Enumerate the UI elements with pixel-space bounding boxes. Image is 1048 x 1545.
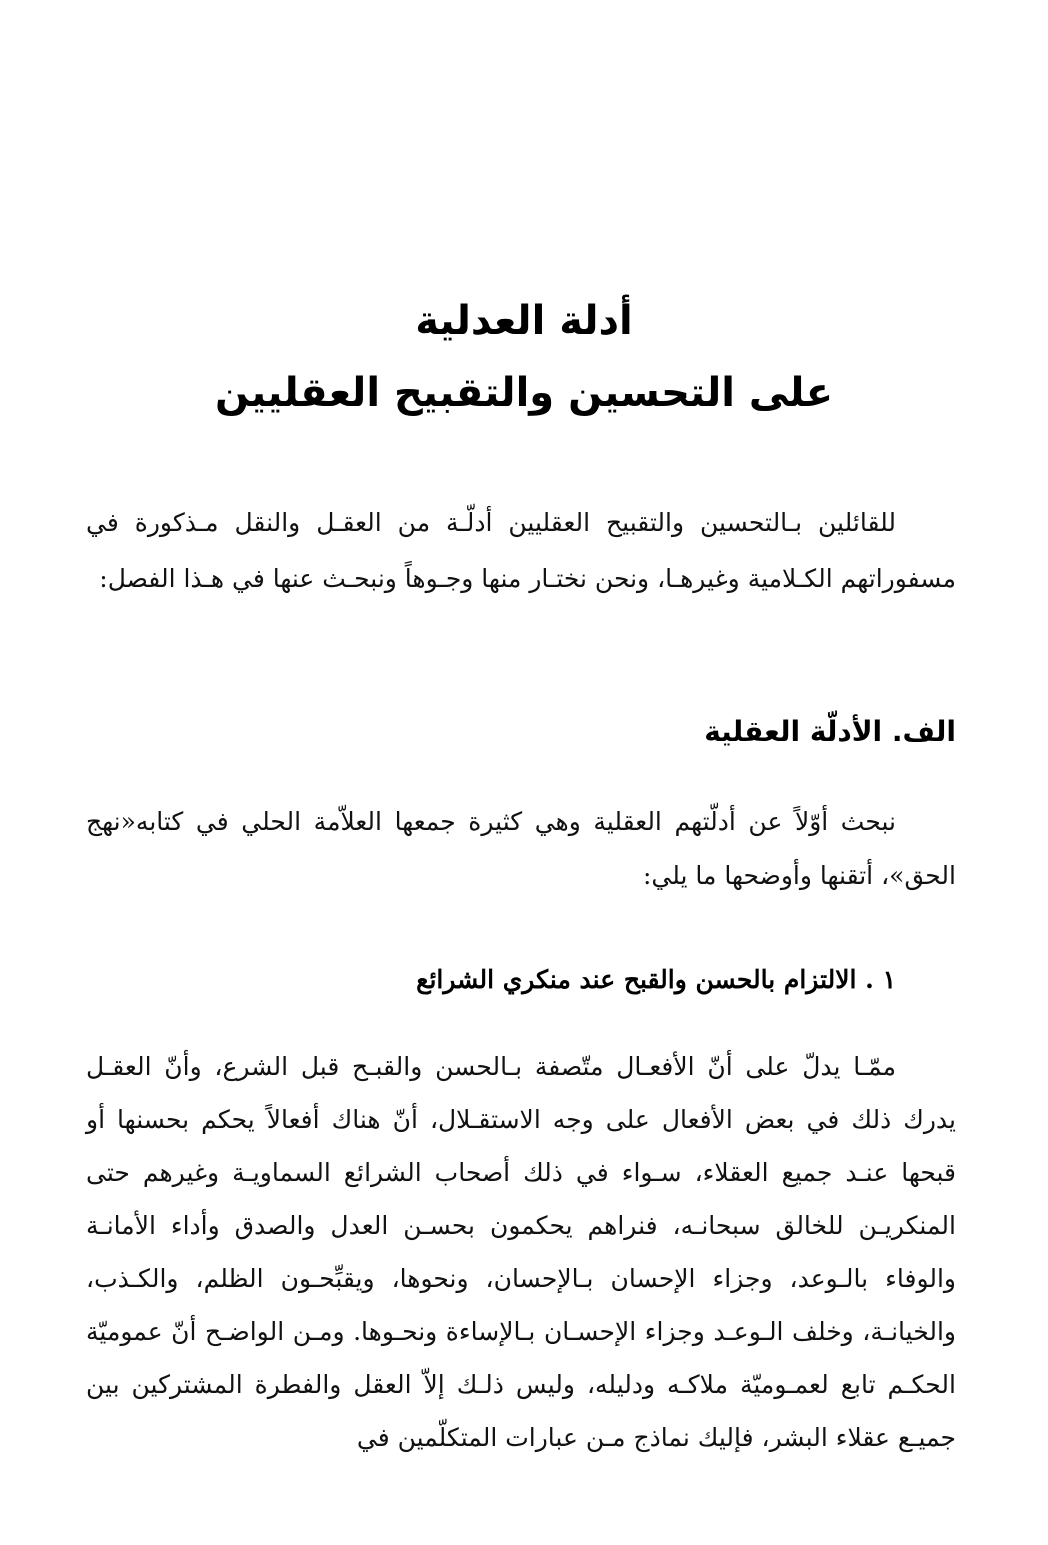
intro-paragraph: للقائلين بـالتحسين والتقبيح العقليين أدلّـة من العقـل والنقل مـذكورة في مسفوراتهم الكـلامية وغيرهـا، ونحن نختـار منها وجـوهاً ونبحـث عنها في هـذا الفصل: bbox=[86, 508, 956, 593]
subsection-paragraph: ممّـا يدلّ على أنّ الأفعـال متّصفة بـالحسن والقبـح قبل الشرع، وأنّ العقـل يدرك ذلك في بعض الأفعال على وجه الاستقـلال، أنّ هناك أفعالاً يحكم بحسنها أو قبحها عنـد جميع العقلاء، سـواء في ذلك أصحاب الشرائع السماويـة وغيرهم حتى المنكريـن للخالق سبحانـه، فنراهم يحكمون بحسـن العدل والصدق وأداء الأمانـة والوفاء بالـوعد، وجزاء الإحسان بـالإحسان، ونحوها، ويقبِّحـون الظلم، والكـذب، والخيانـة، وخلف الـوعـد وجزاء الإحسـان بـالإساءة ونحـوها. ومـن الواضـح أنّ عموميّة الحكـم تابع لعمـوميّة ملاكـه ودليله، وليس ذلـك إلاّ العقل والفطرة المشتركين بين جميـع عقلاء البشر، فإليك نماذج مـن عبارات المتكلّمين في bbox=[86, 1052, 956, 1452]
chapter-title bbox=[90, 285, 958, 429]
section-heading: الف. الأدلّة العقلية bbox=[704, 715, 956, 748]
chapter-title-line-2: على التحسين والتقبيح العقليين bbox=[214, 370, 834, 416]
subsection-heading: ١ . الالتزام بالحسن والقبح عند منكري الشرائع bbox=[416, 965, 896, 994]
chapter-title-line-1: أدلة العدلية bbox=[415, 298, 633, 344]
section-paragraph: نبحث أوّلاً عن أدلّتهم العقلية وهي كثيرة جمعها العلاّمة الحلي في كتابه«نهج الحق»، أتقنها وأوضحها ما يلي: bbox=[86, 807, 956, 890]
